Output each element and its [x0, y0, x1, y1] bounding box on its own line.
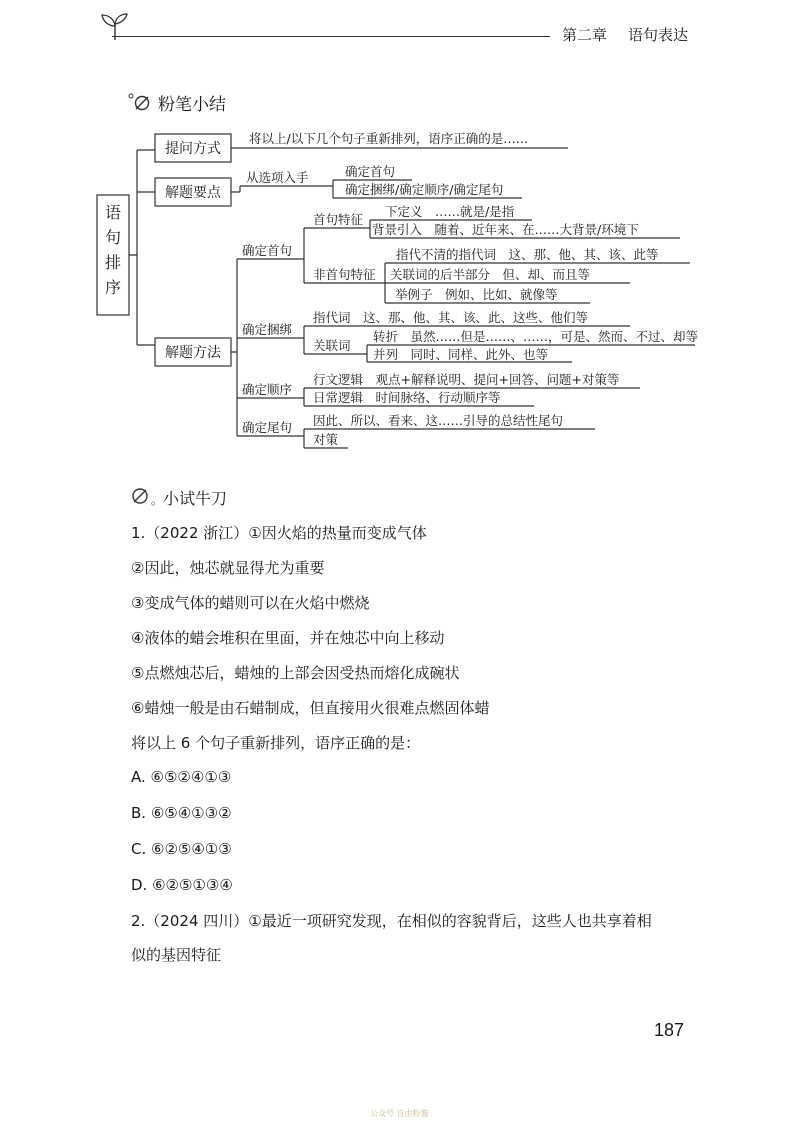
branch-methods: 解题方法: [165, 345, 221, 361]
practice-heading: 。小试牛刀: [151, 489, 228, 508]
key-point-item-1: 确定首句: [345, 164, 396, 179]
last-item-1: 因此、所以、看来、这……引导的总结性尾句: [313, 413, 564, 428]
order-item-1: 行文逻辑 观点+解释说明、提问+回答、问题+对策等: [313, 372, 620, 387]
question-1-line-4: ④液体的蜡会堆积在里面，并在烛芯中向上移动: [131, 629, 445, 647]
mind-map-root-char-1: 语: [104, 203, 122, 222]
question-form-text: 将以上/以下几个句子重新排列，语序正确的是……: [249, 131, 529, 146]
header-title: 语句表达: [628, 26, 689, 44]
option-d[interactable]: D. ⑥②⑤①③④: [131, 876, 233, 894]
binding-conj-item-1: 转折 虽然……但是……、……，可是、然而、不过、却等: [373, 329, 699, 344]
option-c[interactable]: C. ⑥②⑤④①③: [131, 840, 232, 858]
non-first-feature-label: 非首句特征: [313, 267, 376, 282]
key-point-item-2: 确定捆绑/确定顺序/确定尾句: [345, 182, 504, 197]
non-first-feature-item-2: 关联词的后半部分 但、却、而且等: [390, 267, 591, 282]
binding-pronoun: 指代词 这、那、他、其、该、此、这些、他们等: [313, 310, 589, 325]
mind-map-root-char-4: 序: [104, 278, 122, 297]
footer-watermark: 公众号 自由粉酱: [370, 1109, 429, 1118]
key-points-sub: 从选项入手: [246, 170, 309, 185]
question-1-prompt: 将以上 6 个句子重新排列，语序正确的是：: [131, 734, 421, 752]
binding-conj-label: 关联词: [313, 338, 351, 353]
mind-map: [0, 0, 800, 470]
question-1-line-2: ②因此，烛芯就显得尤为重要: [131, 559, 325, 577]
question-1-line-3: ③变成气体的蜡则可以在火焰中燃烧: [131, 594, 370, 612]
question-1-line-6: ⑥蜡烛一般是由石蜡制成，但直接用火很难点燃固体蜡: [131, 699, 490, 717]
question-2-line-1: 2.（2024 四川）①最近一项研究发现，在相似的容貌背后，这些人也共享着相: [131, 912, 652, 930]
branch-key-points: 解题要点: [165, 185, 221, 201]
pencil-icon: [130, 486, 150, 506]
method-binding: 确定捆绑: [242, 322, 293, 337]
first-feature-item-2: 背景引入 随着、近年来、在……大背景/环境下: [372, 222, 639, 237]
order-item-2: 日常逻辑 时间脉络、行动顺序等: [313, 390, 501, 405]
non-first-feature-item-3: 举例子 例如、比如、就像等: [395, 287, 558, 302]
binding-conj-item-2: 并列 同时、同样、此外、也等: [373, 347, 549, 362]
branch-question-form: 提问方式: [165, 141, 221, 157]
non-first-feature-item-1: 指代不清的指代词 这、那、他、其、该、此等: [396, 247, 659, 262]
option-a[interactable]: A. ⑥⑤②④①③: [131, 768, 232, 786]
first-feature-label: 首句特征: [313, 212, 364, 227]
question-2-line-2: 似的基因特征: [131, 946, 222, 964]
first-feature-item-1: 下定义 ……就是/是指: [385, 204, 515, 219]
last-item-2: 对策: [313, 432, 339, 447]
option-b[interactable]: B. ⑥⑤④①③②: [131, 804, 232, 822]
header-chapter: 第二章: [562, 26, 608, 44]
method-order: 确定顺序: [242, 382, 293, 397]
page-number: 187: [654, 1020, 685, 1040]
question-1-line-5: ⑤点燃烛芯后，蜡烛的上部会因受热而熔化成碗状: [131, 664, 460, 682]
summary-heading: 粉笔小结: [158, 95, 226, 115]
method-first-sentence: 确定首句: [242, 243, 293, 258]
mind-map-root-char-2: 句: [104, 228, 122, 247]
mind-map-root-char-3: 排: [104, 253, 122, 272]
question-1-stem: 1.（2022 浙江）①因火焰的热量而变成气体: [131, 524, 427, 542]
method-last-sentence: 确定尾句: [242, 420, 293, 435]
